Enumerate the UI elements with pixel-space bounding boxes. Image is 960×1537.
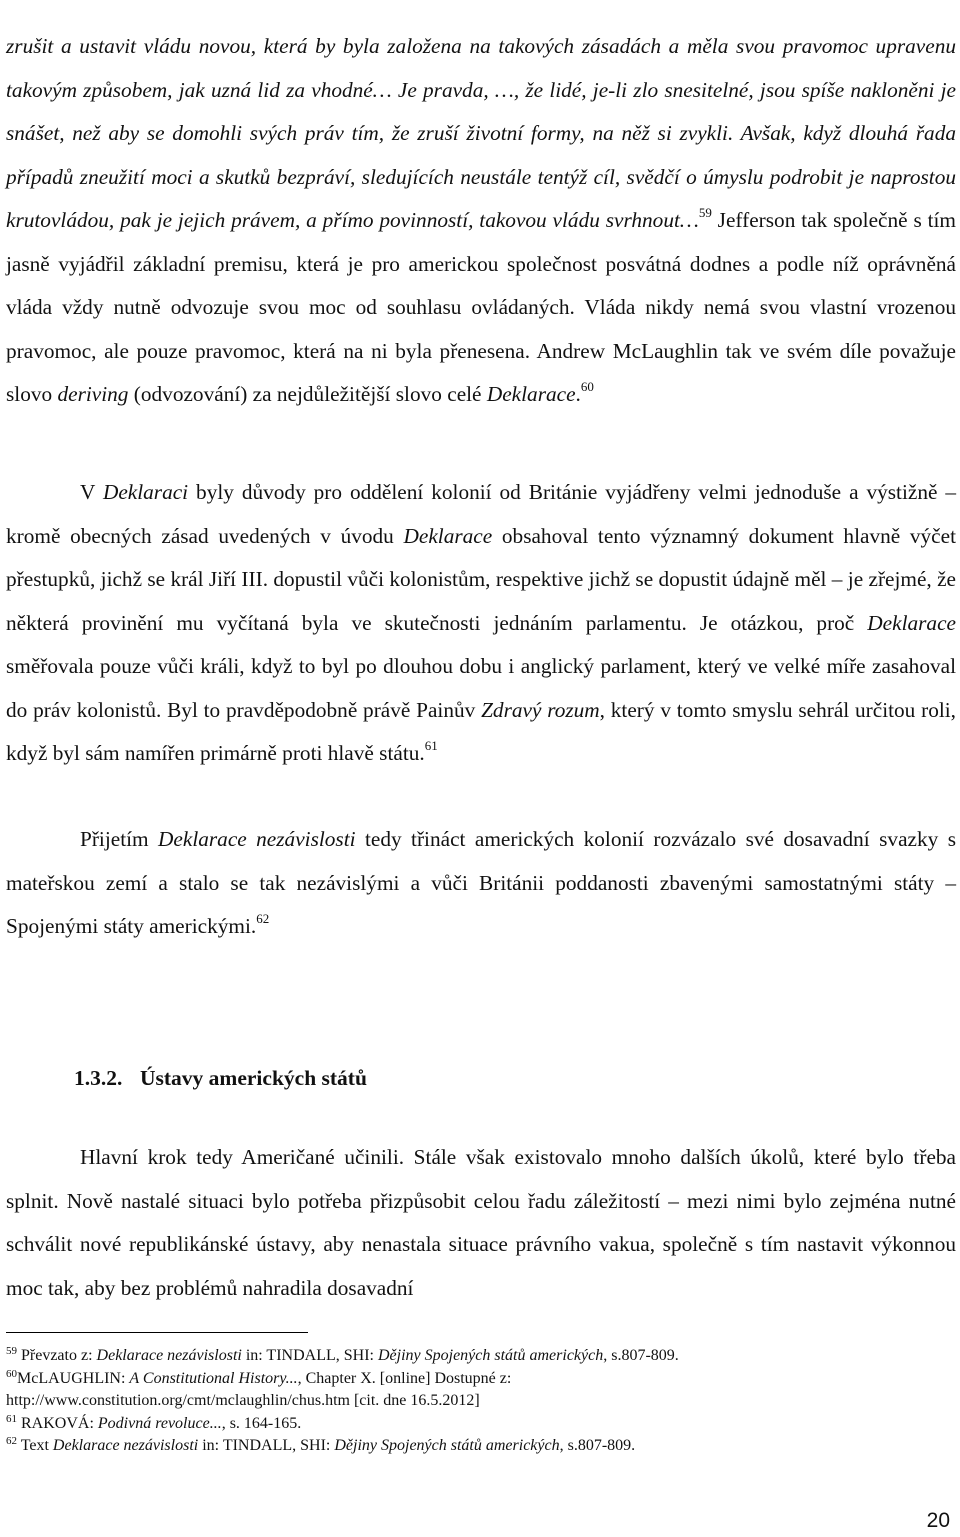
italic-deklarace-nezavislosti: Deklarace nezávislosti: [158, 827, 356, 851]
section-heading: [74, 1058, 367, 1098]
footnote-separator: [6, 1332, 308, 1333]
body-text: byly důvody pro oddělení kolonií od Británie vyjádřeny velmi jednoduše a výstižně – kromě obecných zásad uvedených v úvodu: [6, 480, 957, 548]
footnote-italic: Podivná revoluce...: [97, 1414, 222, 1432]
footnote-ref-60[interactable]: 60: [580, 379, 594, 394]
quote-text-2: Avšak, když dlouhá řada případů zneužití moci a skutků bezpráví, sledujících neustále tentýž cíl, svědčí o úmyslu podrobit je naprostou krutovládou, pak je jejich právem, a přímo povinností, takovou vládu svrhnout…: [6, 121, 956, 232]
footnote-italic: Dějiny Spojených států amerických: [334, 1437, 560, 1454]
italic-deklarace: Deklarace: [486, 382, 576, 406]
footnote-number: 61: [6, 1412, 17, 1425]
footnote-italic: Deklarace nezávislosti: [52, 1437, 199, 1454]
footnote-text: , s.807-809.: [559, 1437, 636, 1454]
footnote-ref-59[interactable]: 59: [698, 205, 712, 220]
body-text: , který v tomto smyslu sehrál určitou roli, když byl sám namířen primárně proti hlavě státu.: [6, 697, 957, 765]
footnote-text: in: TINDALL, SHI:: [198, 1437, 335, 1454]
footnote-text: Text: [17, 1437, 53, 1454]
footnote-number: 59: [6, 1345, 17, 1357]
footnote-number: 60: [6, 1367, 17, 1380]
footnote-text: , s. 164-165.: [221, 1414, 302, 1432]
footnote-62: [6, 1435, 946, 1458]
footnote-italic: A Constitutional History...: [129, 1369, 298, 1387]
italic-deklaraci: Deklaraci: [102, 480, 189, 504]
page-number: 20: [926, 1509, 950, 1532]
footnote-text: RAKOVÁ:: [17, 1414, 98, 1432]
body-text: Přijetím: [80, 827, 159, 851]
footnote-ref-61[interactable]: 61: [424, 738, 438, 753]
italic-deklarace: Deklarace: [867, 610, 956, 635]
section-title: Ústavy amerických států: [140, 1066, 367, 1090]
footnote-text: McLAUGHLIN:: [17, 1369, 130, 1387]
footnote-60: [6, 1368, 946, 1391]
footnote-text: in: TINDALL, SHI:: [241, 1347, 378, 1364]
footnote-60-url[interactable]: [6, 1390, 946, 1413]
italic-deriving: deriving: [57, 382, 129, 406]
period: .: [575, 382, 581, 406]
paragraph-grievances: [6, 471, 956, 776]
footnote-59: [6, 1345, 946, 1368]
body-text: V: [80, 480, 103, 504]
body-text: obsahoval tento významný dokument hlavně výčet přestupků, jichž se král Jiří III. dopustil vůči kolonistům, respektive jichž se dopustit údajně měl – je zřejmé, že některá provinění mu vyčítaná byla ve skutečnosti jednáním parlamentu. Je otázkou, proč: [6, 523, 956, 635]
footnotes: [6, 1345, 946, 1458]
body-text: (odvozování) za nejdůležitější slovo celé: [128, 382, 487, 406]
body-text: tedy třináct amerických kolonií rozvázalo své dosavadní svazky s mateřskou zemí a stalo se tak nezávislými a vůči Británii poddanosti zbavenými samostatnými státy – Spojenými státy americkými.: [6, 827, 956, 938]
body-text: směřovala pouze vůči králi, když to byl po dlouhou dobu i anglický parlament, který ve velké míře zasahoval do práv kolonistů. Byl to pravděpodobně právě Painův: [6, 654, 956, 722]
italic-zdravy-rozum: Zdravý rozum: [481, 697, 600, 722]
footnote-ref-62[interactable]: 62: [256, 911, 270, 926]
paragraph-next-steps: [6, 1136, 956, 1310]
footnote-url[interactable]: http://www.constitution.org/cmt/mclaughlin/chus.htm [cit. dne 16.5.2012]: [6, 1392, 480, 1409]
body-text: Hlavní krok tedy Američané učinili. Stále však existovalo mnoho dalších úkolů, které bylo třeba splnit. Nově nastalé situaci bylo potřeba přizpůsobit celou řadu záležitostí – mezi nimi bylo zejména nutné schválit nové republikánské ústavy, aby nenastala situace právního vakua, společně s tím nastavit výkonnou moc tak, aby bez problémů nahradila dosavadní: [6, 1145, 956, 1300]
footnote-text: , s.807-809.: [603, 1347, 679, 1364]
footnote-text: Převzato z:: [17, 1347, 97, 1364]
footnote-italic: Dějiny Spojených států amerických: [377, 1347, 604, 1364]
paragraph-independence: [6, 818, 956, 949]
section-number: 1.3.2.: [74, 1066, 123, 1090]
footnote-number: 62: [6, 1435, 17, 1447]
italic-deklarace: Deklarace: [403, 523, 493, 548]
footnote-text: , Chapter X. [online] Dostupné z:: [297, 1369, 512, 1387]
body-text: Jefferson tak společně s tím jasně vyjádřil základní premisu, která je pro americkou společnost posvátná dodnes a podle níž oprávněná vláda vždy nutně odvozuje svou moc od souhlasu ovládaných. Vláda nikdy nemá svou vlastní vrozenou pravomoc, ale pouze pravomoc, která na ni byla přenesena. Andrew McLaughlin tak ve svém díle považuje slovo: [6, 208, 956, 406]
paragraph-quote-continuation: [6, 25, 956, 417]
quote-text-1: zrušit a ustavit vládu novou, která by byla založena na takových zásadách a měla svou pravomoc upravenu takovým způsobem, jak uzná lid za vhodné… Je pravda, …, že lidé, je-li zlo snesitelné, jsou spíše nakloněni je snášet, než aby se domohli svých práv tím, že zruší životní formy, na něž si zvykli.: [6, 34, 956, 145]
footnote-61: [6, 1413, 946, 1436]
footnote-italic: Deklarace nezávislosti: [96, 1347, 242, 1364]
